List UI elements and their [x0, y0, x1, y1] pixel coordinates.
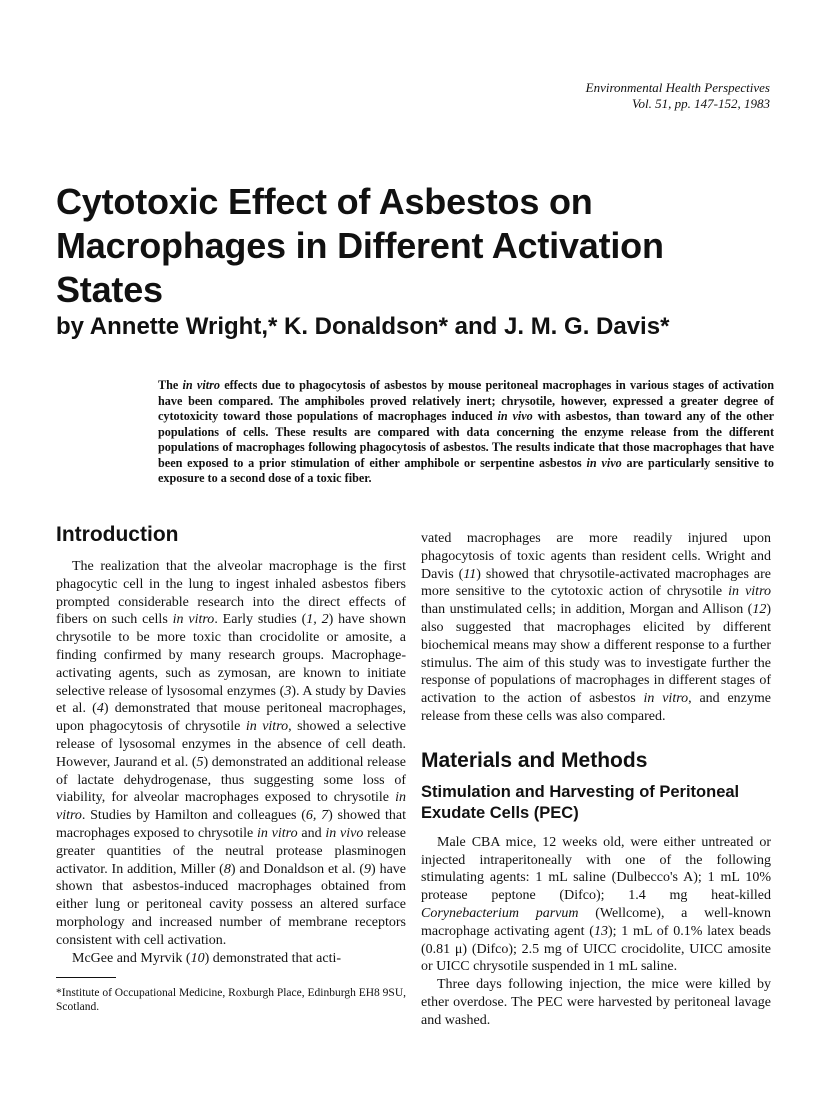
- journal-citation: Vol. 51, pp. 147-152, 1983: [632, 96, 770, 111]
- methods-heading: Materials and Methods: [421, 748, 648, 772]
- author-line: by Annette Wright,* K. Donaldson* and J. M. G. Davis*: [56, 313, 670, 340]
- journal-name: Environmental Health Perspectives: [585, 80, 770, 95]
- journal-header: [586, 80, 770, 112]
- article-title: Cytotoxic Effect of Asbestos on Macrophages in Different Activation States: [56, 181, 664, 310]
- methods-paragraph-1: Male CBA mice, 12 weeks old, were either untreated or injected intraperitoneally with one of the following stimulating agents: 1 mL saline (Dulbecco's A); 1 mL 10% protease peptone (Difco); 1.4 mg heat-killed Corynebacterium parvum (Wellcome), a well-known macrophage activating agent (13); 1 mL of 0.1% latex beads (0.81 μ) (Difco); 2.5 mg of UICC crocidolite, UICC amosite or UICC chrysotile suspended in 1 mL saline.: [421, 834, 771, 975]
- left-column: [56, 522, 406, 1014]
- abstract: The in vitro effects due to phagocytosis of asbestos by mouse peritoneal macrophages in various stages of activation have been compared. The amphiboles proved relatively inert; chrysotile, however, expressed a greater degree of cytotoxicity toward those populations of macrophages induced in vivo with asbestos, than toward any of the other populations of cells. These results are compared with data concerning the enzyme release from the different populations of macrophages following phagocytosis of asbestos. The results indicate that those macrophages that have been exposed to a prior stimulation of either amphibole or serpentine asbestos in vivo are particularly sensitive to exposure to a second dose of a toxic fiber.: [158, 378, 775, 485]
- introduction-heading: Introduction: [56, 523, 179, 546]
- methods-paragraph-2: Three days following injection, the mice were killed by ether overdose. The PEC were harvested by peritoneal lavage and washed.: [421, 977, 771, 1028]
- footnote-rule: [56, 977, 116, 978]
- intro-paragraph-1: The realization that the alveolar macrophage is the first phagocytic cell in the lung to ingest inhaled asbestos fibers prompted considerable research into the direct effects of fibers on such cells in vitro. Early studies (1, 2) have shown chrysotile to be more toxic than crocidolite or amosite, a finding confirmed by many research groups. Macrophage-activating agents, such as zymosan, are known to initiate selective release of lysosomal enzymes (3). A study by Davies et al. (4) demonstrated that mouse peritoneal macrophages, upon phagocytosis of chrysotile in vitro, showed a selective release of lysosomal enzymes in the absence of cell death. However, Jaurand et al. (5) demonstrated an additional release of lactate dehydrogenase, thus suggesting some loss of viability, for alveolar macrophages exposed to chrysotile in vitro. Studies by Hamilton and colleagues (6, 7) showed that macrophages exposed to chrysotile in vitro and in vivo release greater quantities of the neutral protease plasminogen activator. In addition, Miller (8) and Donaldson et al. (9) have shown that asbestos-induced macrophages obtained from either lung or peritoneal cavity possess an altered surface morphology and increased number of membrane receptors consistent with cell activation.: [56, 559, 407, 948]
- intro-paragraph-2-continued: vated macrophages are more readily injured upon phagocytosis of toxic agents than resident cells. Wright and Davis (11) showed that chrysotile-activated macrophages are more sensitive to the cytotoxic action of chrysotile in vitro than unstimulated cells; in addition, Morgan and Allison (12) also suggested that macrophages elicited by different biochemical means may show a different response to a further stimulus. The aim of this study was to investigate further the response of populations of macrophages in different stages of activation to the action of asbestos in vitro, and enzyme release from these cells was also compared.: [421, 531, 772, 724]
- right-column: [421, 530, 771, 1030]
- affiliation-footnote: *Institute of Occupational Medicine, Roxburgh Place, Edinburgh EH8 9SU, Scotland.: [56, 987, 406, 1014]
- intro-paragraph-2: McGee and Myrvik (10) demonstrated that acti-: [72, 950, 342, 966]
- stimulation-subheading: Stimulation and Harvesting of Peritoneal Exudate Cells (PEC): [421, 782, 740, 822]
